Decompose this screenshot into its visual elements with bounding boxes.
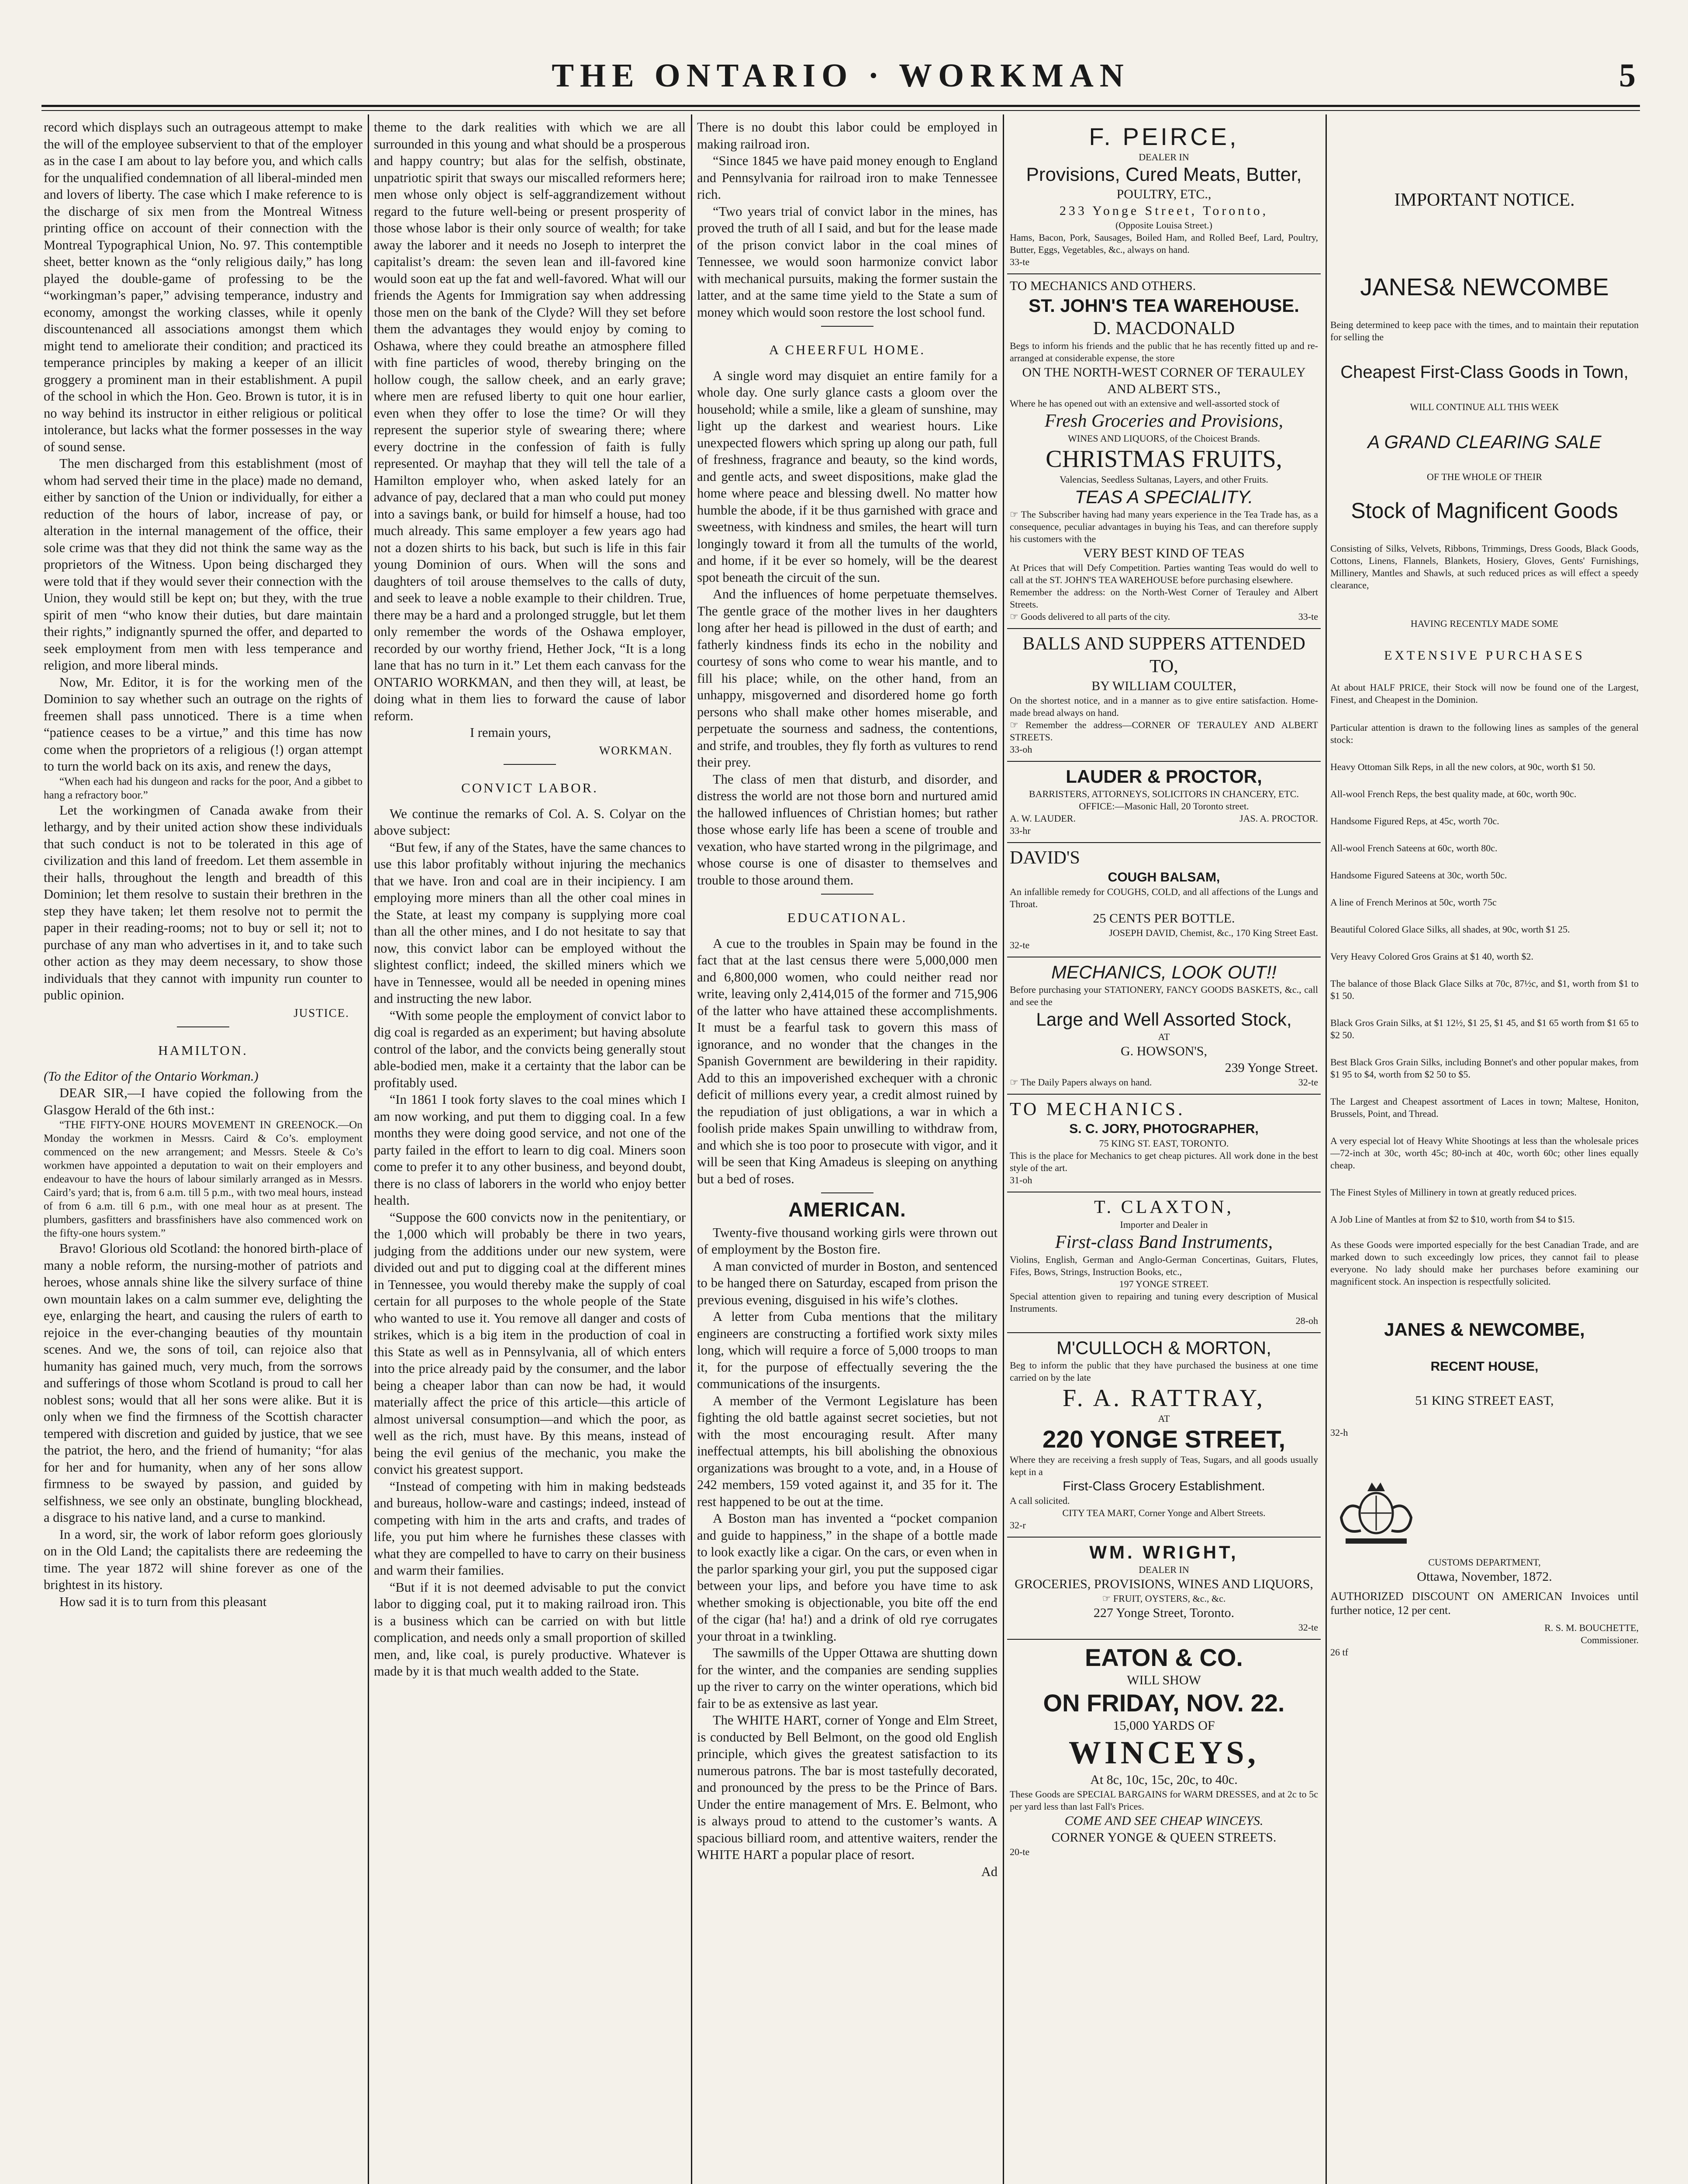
ad-title: M'CULLOCH & MORTON, — [1056, 1337, 1271, 1358]
ad-code: 33-oh — [1010, 744, 1032, 755]
ad-address: 220 YONGE STREET, — [1042, 1425, 1286, 1453]
ad-line: Where they are receiving a fresh supply of Teas, Sugars, and all goods usually kept in a — [1010, 1454, 1318, 1477]
ad-line: ☞ The Subscriber having had many years experience in the Tea Trade has, as a consequence, peculiar advantages in buying his Teas, and can therefore supply his customers with the — [1010, 509, 1318, 544]
divider — [821, 894, 873, 895]
ad-code: 31-oh — [1010, 1175, 1032, 1185]
ad-line: First-class Band Instruments, — [1055, 1232, 1273, 1252]
ad-line: ☞ Goods delivered to all parts of the city. — [1010, 611, 1170, 622]
ad-line: RECENT HOUSE, — [1430, 1359, 1539, 1374]
divider — [177, 1026, 229, 1027]
section-heading: CONVICT LABOR. — [461, 780, 598, 795]
ad-line: DEALER IN — [1139, 1564, 1189, 1575]
article-paragraph: And the influences of home perpetuate themselves. The gentle grace of the mother lives in her daughters long after her head is pillowed in the dust of earth; and fatherly kindness finds its echo in the nobility and courtesy of sons who come to wear his mantle, and to fill his place; while, on the other hand, from an unhappy, misgoverned and disordered home go forth persons who shall make other homes miserable, and perpetuate the sourness and sadness, the contentions, and strife, and troubles, they fly forth as vultures to rend their prey. — [697, 587, 998, 770]
price-list-item: Black Gros Grain Silks, at $1 12½, $1 25, $1 45, and $1 65 worth from $1 65 to $2 50. — [1330, 1017, 1639, 1040]
ad-line: EXTENSIVE PURCHASES — [1384, 648, 1585, 663]
section-heading: AMERICAN. — [788, 1198, 906, 1221]
ad-line: First-Class Grocery Establishment. — [1063, 1479, 1265, 1493]
ad-address: 51 KING STREET EAST, — [1415, 1393, 1554, 1408]
ad-line: AUTHORIZED DISCOUNT ON AMERICAN Invoices until further notice, 12 per cent. — [1330, 1590, 1639, 1617]
ad-address: 233 Yonge Street, Toronto, — [1059, 204, 1269, 218]
price-list — [1330, 761, 1639, 1226]
article-paragraph: “Two years trial of convict labor in the mines, has proved the truth of all I said, and but for the lease made of the prison convict labor in the coal mines of Tennessee, we would soon harmonize convict labor with mechanical pursuits, making the former sustain the latter, and at the same time yield to the State a sum of money which would soon restore the lost school fund. — [697, 204, 998, 320]
ad-line: TO MECHANICS AND OTHERS. — [1010, 279, 1196, 293]
ad-line: TO MECHANICS. — [1010, 1099, 1185, 1120]
ad-line: VERY BEST KIND OF TEAS — [1083, 546, 1245, 560]
ad-line: F. A. RATTRAY, — [1063, 1385, 1265, 1412]
ad-line: GROCERIES, PROVISIONS, WINES AND LIQUORS, — [1015, 1577, 1313, 1591]
ad-line: ON THE NORTH-WEST CORNER OF TERAULEY AND ALBERT STS., — [1022, 365, 1306, 396]
article-paragraph: Now, Mr. Editor, it is for the working men of the Dominion to say whether such an outrage on the rights of freemen shall pass unnoticed. There is a time when “patience ceases to be a virtue,” and this time has now come when the proprietors of a religious (!) organ attempt to turn the world back on its axis, and renew the days, — [44, 674, 362, 774]
ad-mcculloch-morton — [1007, 1333, 1321, 1538]
ad-code: 32-te — [1298, 1077, 1318, 1088]
ad-code: 33-te — [1298, 611, 1318, 622]
ad-line: Consisting of Silks, Velvets, Ribbons, Trimmings, Dress Goods, Black Goods, Cottons, Linens, Flannels, Blankets, Hosiery, Gloves, Gents' Furnishings, Millinery, Mantles and Shawls, at such reduced prices as will effect a speedy clearance, — [1330, 543, 1639, 591]
masthead-rule-thin — [41, 110, 1640, 111]
ad-line: At about HALF PRICE, their Stock will now be found one of the Largest, Finest, and Cheapest in the Dominion. — [1330, 682, 1639, 705]
ad-mechanics-howson — [1007, 957, 1321, 1095]
ad-line: WINCEYS, — [1068, 1735, 1260, 1771]
ad-line: 15,000 YARDS OF — [1113, 1718, 1215, 1733]
article-paragraph: A single word may disquiet an entire family for a whole day. One surly glance casts a gloom over the household; while a smile, like a gleam of sunshine, may light up the darkest and weariest hours. Like unexpected flowers which spring up along our path, full of freshness, fragrance and beauty, so the kind words, and gentle acts, and sweet dispositions, make glad the home where peace and blessing dwell. No matter how humble the abode, if it be thus garnished with grace and sweetness, with kindness and smiles, the heart will turn longingly toward it from all the tumults of the world, and home, if it be ever so homely, will be the dearest spot beneath the circuit of the sun. — [697, 368, 998, 585]
ad-line: POULTRY, ETC., — [1116, 187, 1212, 201]
ad-title: S. C. JORY, PHOTOGRAPHER, — [1069, 1122, 1259, 1136]
price-list-item: Handsome Figured Reps, at 45c, worth 70c. — [1330, 816, 1499, 826]
ad-st-johns-tea — [1007, 274, 1321, 629]
ad-line: Importer and Dealer in — [1120, 1219, 1208, 1230]
article-paragraph: record which displays such an outrageous attempt to make the will of the employee subservient to that of the employer as in the case I am about to lay before you, and which calls for the unqualified condemnation of all liberal-minded men and lovers of liberty. The case which I make reference to is the discharge of six men from the Montreal Witness printing office on account of their connection with the Montreal Typographical Union, No. 97. This contemptible sheet, better known as the “only religious daily,” has long played the double-game of professing to be the “workingman’s paper,” advising temperance, industry and economy, amongst the working classes, while it openly discountenanced all associations amongst them which might tend to ameliorate their condition; and practiced its temperance principles by making a keeper of an illicit groggery a prominent man in their establishment. A pupil of the school in which the Hon. Geo. Brown is tutor, it is in no way behind its instructor in either religious or political intolerance, but lacks what the former possesses in the way of sound sense. — [44, 120, 362, 454]
ad-line: At 8c, 10c, 15c, 20c, to 40c. — [1090, 1773, 1238, 1787]
signature: R. S. M. BOUCHETTE, — [1544, 1622, 1639, 1633]
ad-title: F. PEIRCE, — [1089, 123, 1239, 150]
column-divider — [368, 114, 369, 2184]
ad-line: (Opposite Louisa Street.) — [1115, 220, 1212, 231]
ad-title: MECHANICS, LOOK OUT!! — [1051, 962, 1277, 982]
article-paragraph: “Instead of competing with him in making bedsteads and bureaus, hollow-ware and castings; indeed, instead of competing with him in the arts and crafts, and trades of life, you put him where he furnishes these classes with what they are compelled to have to carry on their business and warm their families. — [374, 1479, 686, 1578]
ad-title: LAUDER & PROCTOR, — [1066, 766, 1262, 787]
ad-title: T. CLAXTON, — [1094, 1197, 1234, 1217]
article-paragraph: “But few, if any of the States, have the same chances to use this labor profitably without injuring the mechanics that we have. Iron and coal are in their incipiency. I am employing more miners than all the other coal mines in the State, at least my company is supplying more coal than all the other mines, and I do not hesitate to say that now, this convict labor can be employed without the slightest conflict; indeed, the skilled miners which we have in Tennessee, would all be needed in opening mines and instructing the new labor. — [374, 840, 686, 1006]
ad-title: DAVID'S — [1010, 848, 1080, 868]
ad-peirce — [1007, 119, 1321, 274]
column-divider — [1326, 114, 1327, 2184]
ad-line: WILL CONTINUE ALL THIS WEEK — [1410, 401, 1559, 412]
divider — [821, 326, 873, 327]
news-item: The WHITE HART, corner of Yonge and Elm Street, is conducted by Bell Belmont, on the good old English principle, which gives the greatest satisfaction to its numerous patrons. The bar is most tastefully decorated, and pronounced by the press to be the Prince of Bars. Under the entire management of Mrs. E. Belmont, who is always proud to attend to the customer’s wants. A spacious billiard room, and attentive waiters, render the WHITE HART a popular place of resort. — [697, 1713, 998, 1862]
ad-line: COME AND SEE CHEAP WINCEYS. — [1064, 1814, 1263, 1828]
ad-address: 239 Yonge Street. — [1225, 1061, 1318, 1075]
verse-quote: “When each had his dungeon and racks for the poor, And a gibbet to hang a refractory boor.” — [44, 775, 362, 801]
ad-line: BARRISTERS, ATTORNEYS, SOLICITORS IN CHANCERY, ETC. — [1029, 788, 1299, 799]
ad-line: Violins, English, German and Anglo-German Concertinas, Guitars, Flutes, Fifes, Bows, Strings, Instruction Books, etc., — [1010, 1254, 1318, 1277]
ad-line: CITY TEA MART, Corner Yonge and Albert Streets. — [1062, 1507, 1266, 1518]
ad-line: ☞ Remember the address—CORNER OF TERAULEY AND ALBERT STREETS. — [1010, 719, 1318, 743]
column-divider — [1003, 114, 1004, 2184]
divider — [821, 1192, 873, 1193]
ad-line: Beg to inform the public that they have purchased the business at one time carried on by the late — [1010, 1360, 1318, 1383]
news-item: The sawmills of the Upper Ottawa are shutting down for the winter, and the companies are sending supplies up the river to carry on the winter operations, which bid fair to be as extensive as last year. — [697, 1645, 998, 1711]
section-heading: A CHEERFUL HOME. — [769, 342, 926, 357]
ad-line: AT — [1158, 1031, 1170, 1042]
section-heading: HAMILTON. — [158, 1043, 248, 1058]
article-paragraph: “Since 1845 we have paid money enough to England and Pennsylvania for railroad iron to make Tennessee rich. — [697, 153, 998, 202]
ad-line: Particular attention is drawn to the following lines as samples of the general stock: — [1330, 722, 1639, 745]
ad-line: G. HOWSON'S, — [1121, 1044, 1207, 1058]
article-paragraph: theme to the dark realities with which we are all surrounded in this young and what should be a prosperous and happy country; but alas for the selfish, obstinate, unpatriotic spirit that sways our miscalled reformers here; men whose only object is self-aggrandizement without regard to the future well-being or present prosperity of those whose labor is their only source of wealth; for take away the laborer and it needs no Joseph to interpret the capitalist’s dream: the seven lean and ill-favored kine would soon eat up the fat and well-favored. What will our friends the Agents for Immigration say when addressing those men on the bank of the Clyde? Will they set before them the advantages they would enjoy by coming to Oshawa, where they could breathe an atmosphere filled with fine particles of wood, thereby bringing on the hollow cough, the sallow cheek, and an early grave; where men are refused liberty to quit one hour earlier, even when they offer to lose the time? Or will they represent the superior style of swearing there; where every doctrine in the confession of faith is fully represented. Or mayhap that they will tell the tale of a Hamilton employer who, when asked lately for an advance of pay, declared that a man who could put money into a savings bank, or build for himself a house, had too much already. This same employer a few years ago had not a dozen shirts to his back, but such is life in this fair young Dominion of ours. When will the sons and daughters of toil arouse themselves to the calls of duty, and seek to leave a noble example to their children. True, there may be a hard and a prolonged struggle, but let them only remember the words of the Oshawa employer, recorded by our worthy friend, Hether Jock, “It is a long lane that has no turn in it.” Let them each canvass for the ONTARIO WORKMAN, and then they will, at least, be doing what in them lies to forward the cause of labor reform. — [374, 120, 686, 723]
ad-line: As these Goods were imported especially for the best Canadian Trade, and are marked down to such exceedingly low prices, they cannot fail to please everyone. No lady should make her purchases before examining our magnificent stock. An inspection is respectfully solicited. — [1330, 1239, 1639, 1287]
ad-heading: IMPORTANT NOTICE. — [1394, 190, 1575, 210]
ad-line: HAVING RECENTLY MADE SOME — [1410, 618, 1559, 629]
price-list-item: Beautiful Colored Glace Silks, all shades, at 90c, worth $1 25. — [1330, 924, 1570, 935]
ad-address: 197 YONGE STREET. — [1119, 1279, 1209, 1289]
ad-claxton-instruments — [1007, 1192, 1321, 1333]
ad-line: CUSTOMS DEPARTMENT, — [1428, 1557, 1541, 1568]
price-list-item: A Job Line of Mantles at from $2 to $10, worth from $4 to $15. — [1330, 1214, 1575, 1225]
ad-line: ON FRIDAY, NOV. 22. — [1043, 1689, 1285, 1717]
ad-title: JANES & NEWCOMBE, — [1384, 1319, 1585, 1340]
ad-line: OFFICE:—Masonic Hall, 20 Toronto street. — [1079, 801, 1249, 812]
ad-title: WM. WRIGHT, — [1089, 1542, 1239, 1562]
ad-marker: Ad — [981, 1864, 998, 1879]
ad-line: This is the place for Mechanics to get cheap pictures. All work done in the best style of the art. — [1010, 1150, 1318, 1173]
price-list-item: Handsome Figured Sateens at 30c, worth 50c. — [1330, 870, 1507, 881]
masthead-rule — [41, 105, 1640, 107]
quoted-report: “THE FIFTY-ONE HOURS MOVEMENT IN GREENOCK.—On Monday the workmen in Messrs. Caird & Co’s. employment commenced on the new arrangement; and Messrs. Steele & Co’s workmen have appointed a deputation to wait on their employers and endeavour to have the hours of labour similarly arranged as in Messrs. Caird’s yard; that is, from 6 a.m. till 5 p.m., with two meal hours, instead of from 6 a.m. till 6 p.m., with one meal hour as at present. The plumbers, gasfitters and brassfinishers have also commenced work on the fifty-one hours system.” — [44, 1119, 362, 1239]
article-paragraph: How sad it is to turn from this pleasant — [59, 1594, 267, 1609]
ad-code: 32-te — [1298, 1622, 1318, 1633]
article-paragraph: There is no doubt this labor could be employed in making railroad iron. — [697, 120, 998, 152]
signature: JUSTICE. — [293, 1006, 349, 1019]
ad-lauder-proctor — [1007, 762, 1321, 843]
ad-line: A GRAND CLEARING SALE — [1367, 432, 1602, 452]
ad-line: Cheapest First-Class Goods in Town, — [1340, 363, 1629, 382]
article-paragraph: Let the workingmen of Canada awake from their lethargy, and by their united action show these individuals that such conduct is not to be tolerated in this age of civilization and this land of freedom. Let them assemble in their halls, throughout the length and breadth of this Dominion; let them resolve to sustain their brethren in the step they have taken; let them resolve not to permit the paper in their reading-rooms; not to buy or sell it; not to purchase of any man who advertises in it, and to take such other action as they may deem necessary, to show those individuals that they cannot with impunity run counter to public opinion. — [44, 802, 362, 1002]
ad-line: An infallible remedy for COUGHS, COLD, and all affections of the Lungs and Throat. — [1010, 886, 1318, 909]
ad-line: A call solicited. — [1010, 1495, 1070, 1506]
ad-title: ST. JOHN'S TEA WAREHOUSE. — [1029, 295, 1299, 316]
ad-address: CORNER YONGE & QUEEN STREETS. — [1051, 1830, 1277, 1845]
ad-line: Before purchasing your STATIONERY, FANCY GOODS BASKETS, &c., call and see the — [1010, 984, 1318, 1007]
ad-line: COUGH BALSAM, — [1108, 870, 1220, 885]
ad-title: JANES& NEWCOMBE — [1360, 273, 1609, 301]
ad-eaton — [1007, 1640, 1321, 1863]
price-list-item: The balance of those Black Glace Silks at 70c, 87½c, and $1, worth from $1 to $1 50. — [1330, 978, 1639, 1001]
ad-title: BALLS AND SUPPERS ATTENDED TO, — [1022, 634, 1305, 677]
ad-line: Stock of Magnificent Goods — [1351, 498, 1618, 523]
ad-code: 33-hr — [1010, 825, 1031, 836]
ad-line: AT — [1158, 1413, 1170, 1424]
ad-line: These Goods are SPECIAL BARGAINS for WARM DRESSES, and at 2c to 5c per yard less than last Fall's Prices. — [1010, 1789, 1318, 1812]
ad-code: 20-te — [1010, 1846, 1030, 1857]
ad-line: 25 CENTS PER BOTTLE. — [1093, 911, 1235, 926]
article-paragraph: We continue the remarks of Col. A. S. Colyar on the above subject: — [374, 806, 686, 838]
article-paragraph: “Suppose the 600 convicts now in the penitentiary, or the 1,000 which will probably be there in two years, judging from the additions under our new system, were divided out and put to digging coal at the different mines in Tennessee, you would thereby make the supply of coal certain for all purposes to the whole people of the State who wanted to use it. You remove all danger and costs of strikes, which is a big item in the production of coal in this State as well as in Pennsylvania, all of which enters into the price already paid by the consumer, and the labor being a cheaper labor than can now be had, it would materially affect the price of this article—this article of almost universal consumption—and which the poor, as well as the rich, must have. By this means, instead of being the evil genius of the mechanic, you make the convict his greatest support. — [374, 1209, 686, 1477]
article-paragraph: “In 1861 I took forty slaves to the coal mines which I am now working, and put them to digging coal. In a few months they were doing good service, and not one of the party failed in the effort to learn to dig coal. Miners soon come to prefer it to any other business, and beyond doubt, there is no class of laborers in the world who enjoy better health. — [374, 1092, 686, 1208]
ad-line: WINES AND LIQUORS, of the Choicest Brands. — [1068, 433, 1260, 444]
column-2 — [374, 119, 686, 2184]
signature: WORKMAN. — [599, 743, 673, 757]
ad-line: CHRISTMAS FRUITS, — [1046, 446, 1282, 473]
price-list-item: The Largest and Cheapest assortment of Laces in town; Maltese, Honiton, Brussels, Point, and Thread. — [1330, 1096, 1639, 1119]
ad-line: A. W. LAUDER. — [1010, 813, 1076, 824]
price-list-item: Best Black Gros Grain Silks, including Bonnet's and other popular makes, from $1 95 to $4, worth from $2 50 to $5. — [1330, 1057, 1639, 1080]
price-list-item: A very especial lot of Heavy White Shootings at less than the wholesale prices—72-inch at 30c, worth 45c; 80-inch at 40c, worth 60c; other lines equally cheap. — [1330, 1135, 1639, 1171]
price-list-item: All-wool French Sateens at 60c, worth 80c. — [1330, 843, 1498, 854]
column-3 — [697, 119, 998, 2184]
newspaper-title: THE ONTARIO · WORKMAN — [552, 57, 1130, 94]
ad-line: TEAS A SPECIALITY. — [1074, 487, 1253, 507]
ad-line: JOSEPH DAVID, Chemist, &c., 170 King Street East. — [1109, 927, 1318, 938]
ad-address: 75 KING ST. EAST, TORONTO. — [1099, 1138, 1229, 1149]
ad-code: 33-te — [1010, 256, 1030, 267]
ad-address: 227 Yonge Street, Toronto. — [1093, 1606, 1235, 1620]
ad-line: JAS. A. PROCTOR. — [1239, 813, 1318, 824]
ad-line: On the shortest notice, and in a manner as to give entire satisfaction. Home-made bread always on hand. — [1010, 695, 1318, 718]
ad-davids-balsam — [1007, 843, 1321, 957]
article-paragraph: DEAR SIR,—I have copied the following from the Glasgow Herald of the 6th inst.: — [44, 1085, 362, 1117]
article-paragraph: Bravo! Glorious old Scotland: the honored birth-place of many a noble reform, the nursing-mother of patriots and heroes, whose annals shine like the silvery surface of thine own mountain lakes on a calm summer eve, delighting the eye, enlarging the heart, and causing the rulers of earth to rejoice in the ever-changing beauties of thy mountain scenes. And we, the sons of toil, can rejoice also that humanity has gained much, very much, from the sorrows and sufferings of those whom Scotland is proud to call her noblest sons; would that all her sons were alike. But it is only when we find the firmness of the Scottish character tempered with discretion and guided by justice, that we see the patriot, the hero, and the friend of humanity; “for alas for her and for humanity, when any of her sons allow firmness to be swayed by passion, and guided by selfishness, we see only an obstinate, bungling blockhead, a disgrace to his native land, and a curse to mankind. — [44, 1241, 362, 1525]
ad-line: D. MACDONALD — [1093, 318, 1235, 339]
article-paragraph: The class of men that disturb, and disorder, and distress the world are not those born and nurtured amid the hallowed influences of Christian homes; but rather those whose early life has been a scene of trouble and vexation, who have started wrong in the pilgrimage, and whose course is one of disaster to themselves and trouble to those around them. — [697, 771, 998, 888]
news-item: A Boston man has invented a “pocket companion and guide to happiness,” in the shape of a bottle made to look exactly like a cigar. On the cars, or even when in the parlor sparking your girl, you put the supposed cigar between your lips, and before you have time to ask whether smoking is objectionable, you bite off the end of the cigar (ha! ha!) and a drink of old rye corrugates your throat in a twinkling. — [697, 1511, 998, 1644]
ad-line: Where he has opened out with an extensive and well-assorted stock of — [1010, 398, 1280, 409]
divider — [504, 764, 556, 765]
news-item: A man convicted of murder in Boston, and sentenced to be hanged there on Saturday, escaped from prison the previous evening, disguised in his wife’s clothes. — [697, 1258, 998, 1307]
news-item: A letter from Cuba mentions that the military engineers are constructing a fortified work sixty miles long, which will require a force of 5,000 troops to man it, for the purpose of effectually severing the the communications of the insurgents. — [697, 1309, 998, 1391]
column-1 — [44, 119, 362, 2184]
ad-line: Fresh Groceries and Provisions, — [1045, 411, 1283, 431]
article-paragraph: A cue to the troubles in Spain may be found in the fact that at the last census there were 5,000,000 men and 6,800,000 women, who could neither read nor write, leaving only 2,414,015 of the former and 715,906 of the latter who have attained these accomplishments. It must be a fearful task to govern this mass of ignorance, and no wonder that the changes in the Spanish Government are bewildering in their rapidity. Add to this an impoverished exchequer with a chronic deficit of millions every year, a credit almost ruined by the repudiation of just obligations, a war in which a foolish pride makes Spain unwilling to withdraw from, and which she is too poor to prosecute with vigor, and it will be seen that King Amadeus is sleeping on anything but a bed of roses. — [697, 936, 998, 1186]
section-subheading: (To the Editor of the Ontario Workman.) — [44, 1068, 259, 1084]
ad-line: Large and Well Assorted Stock, — [1036, 1009, 1292, 1030]
ad-line: ☞ FRUIT, OYSTERS, &c., &c. — [1102, 1593, 1226, 1604]
ad-code: 32-r — [1010, 1520, 1026, 1531]
ad-jory-photographer — [1007, 1095, 1321, 1192]
ad-code: 26 tf — [1330, 1647, 1348, 1658]
ad-line: Remember the address: on the North-West Corner of Terauley and Albert Streets. — [1010, 587, 1318, 610]
ad-title: EATON & CO. — [1085, 1644, 1243, 1671]
ad-line: Ottawa, November, 1872. — [1417, 1569, 1552, 1584]
ad-line: Provisions, Cured Meats, Butter, — [1026, 164, 1302, 185]
price-list-item: The Finest Styles of Millinery in town at greatly reduced prices. — [1330, 1187, 1577, 1198]
news-item: A member of the Vermont Legislature has been fighting the old battle against secret societies, but not with the most encouraging result. After many ineffectual attempts, his bill abolishing the obnoxious organizations was brought to a vote, and, in a House of 242 members, 159 voted against it, and 35 for it. The rest happened to be out at the time. — [697, 1393, 998, 1509]
article-paragraph: “With some people the employment of convict labor to dig coal is regarded as an experiment; but having absolute control of the labor, and the convicts being generally stout able-bodied men, make it a certainty that the labor can be profitably used. — [374, 1008, 686, 1090]
ad-line: Hams, Bacon, Pork, Sausages, Boiled Ham, and Rolled Beef, Lard, Poultry, Butter, Eggs, Vegetables, &c., always on hand. — [1010, 232, 1318, 255]
ad-line: OF THE WHOLE OF THEIR — [1427, 471, 1542, 482]
news-item: Twenty-five thousand working girls were thrown out of employment by the Boston fire. — [697, 1225, 998, 1257]
signature: Commissioner. — [1581, 1635, 1639, 1645]
royal-arms-emblem — [1330, 1474, 1422, 1548]
ad-line: Being determined to keep pace with the times, and to maintain their reputation for selling the — [1330, 319, 1639, 342]
article-paragraph: The men discharged from this establishment (most of whom had served their time in the place) made no demand, either by sanction of the Union or individually, for either a reduction of the hours of labor, increase of pay, or alteration in the internal management of the office, their sole crime was that they did not think the same way as the proprietors of the Witness. Upon being discharged they were told that if they would sever their connection with the Union, they would still be kept on; but they, with the true spirit of men “who know their duties, but dare maintain their rights,” indignantly spurned the offer, and departed to seek employment from men with less temperance and religion, and more liberal minds. — [44, 456, 362, 673]
ad-line: Begs to inform his friends and the public that he has recently fitted up and re-arranged at considerable expense, the store — [1010, 340, 1318, 363]
ad-line: ☞ The Daily Papers always on hand. — [1010, 1077, 1152, 1088]
ad-code: 32-h — [1330, 1427, 1348, 1438]
ad-line: At Prices that will Defy Competition. Parties wanting Teas would do well to call at the ST. JOHN'S TEA WAREHOUSE before purchasing elsewhere. — [1010, 562, 1318, 585]
price-list-item: Very Heavy Colored Gros Grains at $1 40, worth $2. — [1330, 951, 1533, 962]
price-list-item: A line of French Merinos at 50c, worth 75c — [1330, 897, 1497, 908]
ad-code: 28-oh — [1295, 1315, 1318, 1326]
price-list-item: Heavy Ottoman Silk Reps, in all the new colors, at 90c, worth $1 50. — [1330, 761, 1595, 772]
masthead — [41, 57, 1640, 105]
section-heading: EDUCATIONAL. — [787, 910, 908, 925]
price-list-item: All-wool French Reps, the best quality made, at 60c, worth 90c. — [1330, 788, 1577, 799]
column-4-ads — [1007, 119, 1321, 2184]
article-paragraph: In a word, sir, the work of labor reform goes gloriously on in the Old Land; the capitalists there are redeeming the time. The year 1872 will shine forever as one of the brightest in its history. — [44, 1527, 362, 1592]
ad-balls-suppers — [1007, 629, 1321, 762]
column-5-ads — [1330, 119, 1639, 2184]
ad-wm-wright — [1007, 1538, 1321, 1640]
ad-line: Valencias, Seedless Sultanas, Layers, and other Fruits. — [1060, 474, 1268, 485]
ad-line: WILL SHOW — [1127, 1673, 1201, 1687]
column-divider — [691, 114, 692, 2184]
ad-code: 32-te — [1010, 940, 1030, 950]
article-paragraph: “But if it is not deemed advisable to put the convict labor to digging coal, put it to making railroad iron. This is a business which can be carried on with but little complication, and needs only a small proportion of skilled men, and, like coal, is purely productive. Whatever is made by it is that much wealth added to the State. — [374, 1579, 686, 1679]
page-number: 5 — [1619, 57, 1636, 94]
ad-line: Special attention given to repairing and tuning every description of Musical Instruments. — [1010, 1291, 1318, 1314]
ad-line: DEALER IN — [1139, 152, 1189, 162]
closing-line: I remain yours, — [470, 725, 551, 740]
ad-line: BY WILLIAM COULTER, — [1091, 679, 1236, 693]
